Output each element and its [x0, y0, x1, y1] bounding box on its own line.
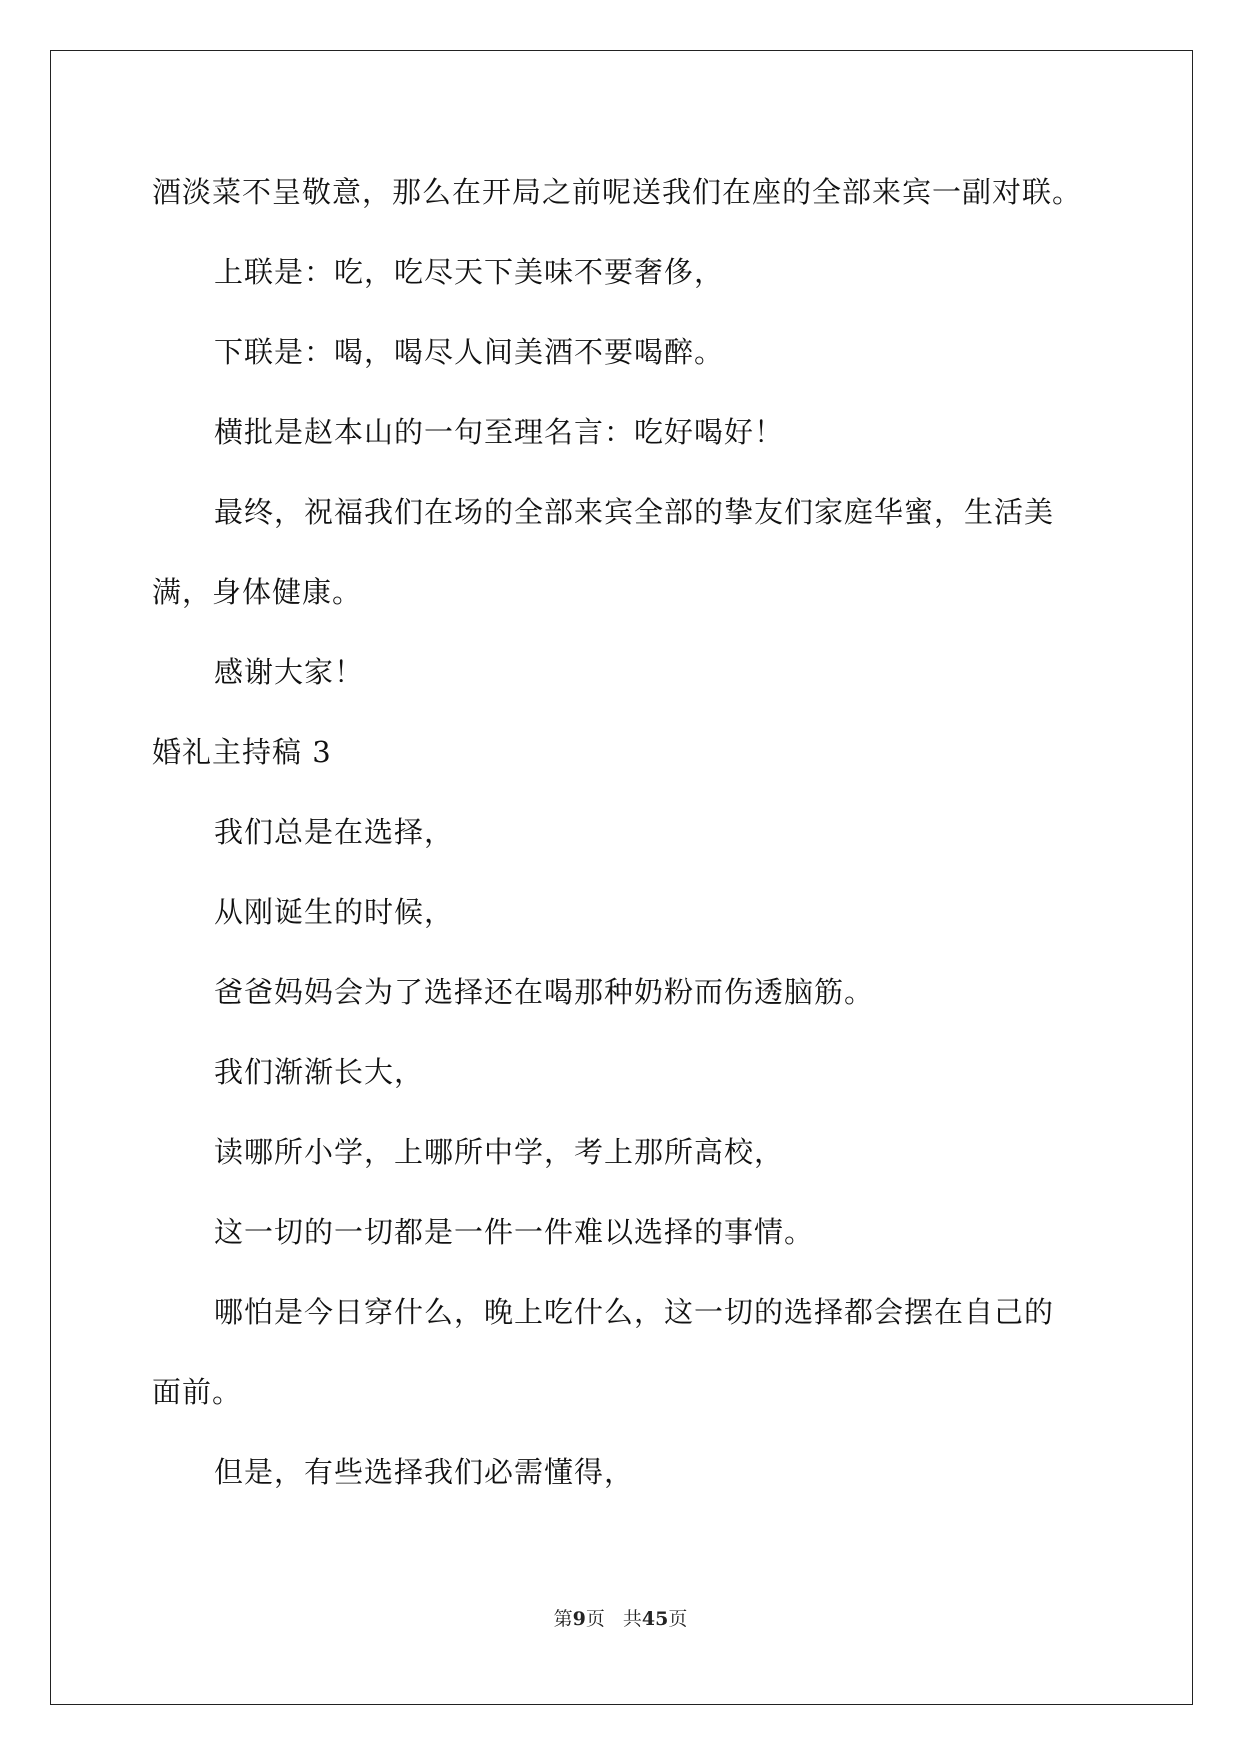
page-footer	[0, 1604, 1241, 1631]
text-line: 哪怕是今日穿什么，晚上吃什么，这一切的选择都会摆在自己的	[214, 1295, 1055, 1329]
text-line: 但是，有些选择我们必需懂得，	[214, 1455, 635, 1489]
text-line: 我们总是在选择，	[214, 815, 455, 849]
footer-page-prefix: 第	[553, 1608, 573, 1630]
text-line: 这一切的一切都是一件一件难以选择的事情。	[214, 1215, 815, 1249]
footer-total-suffix: 页	[668, 1608, 688, 1630]
text-line: 下联是：喝，喝尽人间美酒不要喝醉。	[214, 335, 725, 369]
text-line: 读哪所小学，上哪所中学，考上那所高校，	[214, 1135, 785, 1169]
text-line: 满，身体健康。	[152, 575, 363, 609]
text-line: 爸爸妈妈会为了选择还在喝那种奶粉而伤透脑筋。	[214, 975, 875, 1009]
footer-total-pages: 45	[641, 1608, 669, 1630]
text-line: 最终，祝福我们在场的全部来宾全部的挚友们家庭华蜜，生活美	[214, 495, 1055, 529]
text-line: 我们渐渐长大，	[214, 1055, 425, 1089]
text-line: 酒淡菜不呈敬意，那么在开局之前呢送我们在座的全部来宾一副对联。	[152, 175, 1083, 209]
footer-page-suffix: 页	[585, 1608, 605, 1630]
text-line: 从刚诞生的时候，	[214, 895, 455, 929]
text-line: 面前。	[152, 1375, 243, 1409]
text-line: 上联是：吃，吃尽天下美味不要奢侈，	[214, 255, 725, 289]
text-line: 感谢大家！	[214, 655, 365, 689]
text-line: 横批是赵本山的一句至理名言：吃好喝好！	[214, 415, 785, 449]
footer-total-prefix: 共	[622, 1608, 642, 1630]
section-heading: 婚礼主持稿 3	[152, 735, 332, 769]
footer-page-number: 9	[572, 1608, 586, 1630]
